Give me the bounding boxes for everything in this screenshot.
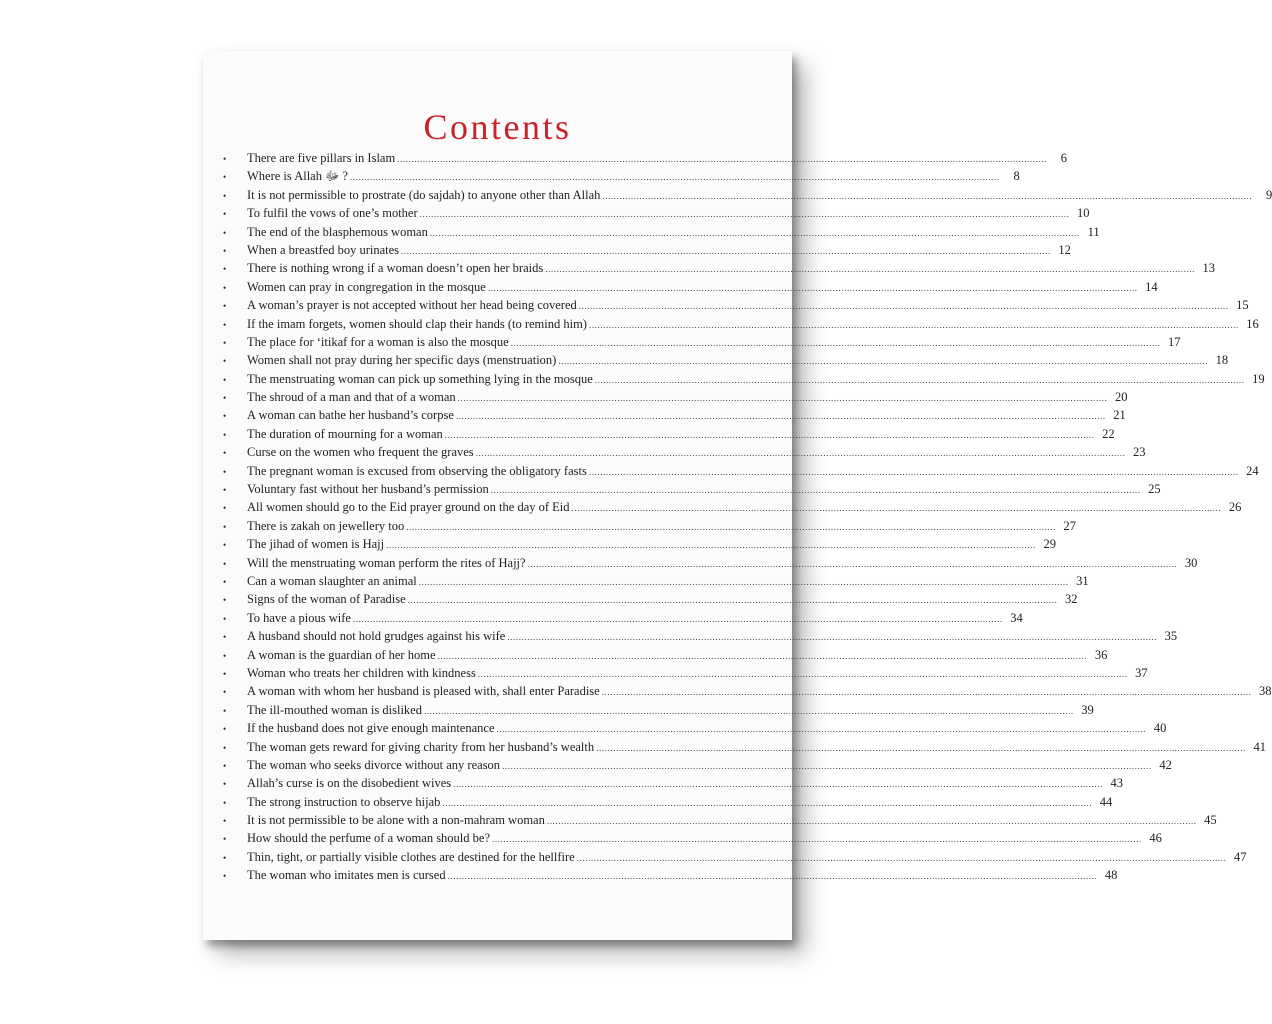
toc-entry [223, 756, 1172, 774]
dot-leader [528, 555, 1178, 573]
toc-entry-title: There are five pillars in Islam [247, 151, 396, 165]
dot-leader [442, 794, 1092, 812]
dot-leader [488, 279, 1138, 297]
dot-leader [558, 352, 1208, 370]
dot-leader [353, 610, 1003, 628]
toc-entry-title: Can a woman slaughter an animal [247, 573, 417, 588]
toc-entry-page-number: 19 [1252, 371, 1265, 386]
bullet-icon: • [223, 282, 227, 293]
toc-entry-title: A husband should not hold grudges against his wife [247, 629, 506, 644]
toc-entry-page-number: 11 [1087, 224, 1100, 239]
bullet-icon: • [223, 834, 227, 845]
bullet-icon: • [223, 576, 227, 587]
toc-entry [223, 829, 1162, 847]
toc-entry [223, 664, 1148, 682]
toc-entry [223, 738, 1266, 756]
toc-entry [223, 590, 1078, 608]
bullet-icon: • [223, 521, 227, 532]
toc-entry [223, 406, 1126, 424]
dot-leader [579, 297, 1229, 315]
toc-entry-page-number: 35 [1164, 629, 1178, 644]
toc-entry [223, 517, 1077, 535]
toc-entry-title: The duration of mourning for a woman [247, 426, 443, 441]
toc-entry [223, 241, 1071, 259]
bullet-icon: • [223, 319, 227, 330]
bullet-icon: • [223, 301, 227, 312]
toc-entry-page-number: 25 [1148, 482, 1161, 497]
toc-entry-title: The jihad of women is Hajj [247, 537, 385, 552]
toc-entry [223, 498, 1242, 516]
toc-entry [223, 186, 1272, 204]
toc-entry-page-number: 31 [1076, 573, 1089, 588]
bullet-icon: • [223, 209, 227, 220]
toc-entry-page-number: 40 [1153, 721, 1167, 736]
toc-entry-page-number: 20 [1114, 390, 1128, 405]
toc-entry-title: The place for ‘itikaf for a woman is also the mosque [247, 334, 509, 349]
dot-leader [602, 683, 1252, 701]
table-of-contents [223, 149, 1272, 885]
dot-leader [456, 407, 1106, 425]
bullet-icon: • [223, 264, 227, 275]
toc-entry-title: A woman is the guardian of her home [247, 647, 436, 662]
toc-entry [223, 609, 1023, 627]
toc-entry-page-number: 27 [1063, 518, 1077, 533]
bullet-icon: • [223, 595, 227, 606]
toc-entry-title: When a breastfed boy urinates [247, 242, 400, 257]
toc-entry [223, 866, 1118, 884]
toc-entry-title: If the husband does not give enough maintenance [247, 721, 495, 736]
dot-leader [572, 499, 1222, 517]
toc-entry [223, 774, 1123, 792]
toc-entry-page-number: 14 [1145, 279, 1158, 294]
toc-entry [223, 370, 1265, 388]
dot-leader [438, 647, 1088, 665]
toc-entry-page-number: 42 [1159, 757, 1172, 772]
dot-leader [511, 334, 1161, 352]
toc-entry-title: There is zakah on jewellery too [247, 518, 405, 533]
toc-entry-title: It is not permissible to prostrate (do sajdah) to anyone other than Allah [247, 187, 601, 202]
toc-entry-page-number: 17 [1168, 334, 1181, 349]
dot-leader [430, 224, 1080, 242]
bullet-icon: • [223, 374, 227, 385]
bullet-icon: • [223, 448, 227, 459]
dot-leader [595, 371, 1245, 389]
dot-leader [397, 150, 1047, 168]
toc-entry [223, 388, 1128, 406]
toc-entry-title: A woman’s prayer is not accepted without her head being covered [247, 298, 577, 313]
toc-entry [223, 811, 1217, 829]
dot-leader [448, 867, 1098, 885]
toc-entry [223, 701, 1094, 719]
bullet-icon: • [223, 337, 227, 348]
bullet-icon: • [223, 466, 227, 477]
bullet-icon: • [223, 779, 227, 790]
dot-leader [408, 591, 1058, 609]
toc-entry-page-number: 47 [1234, 849, 1247, 864]
toc-entry-page-number: 44 [1099, 794, 1113, 809]
dot-leader [596, 739, 1246, 757]
dot-leader [424, 702, 1074, 720]
toc-entry-page-number: 8 [1013, 169, 1020, 184]
toc-entry-page-number: 48 [1104, 868, 1118, 883]
toc-entry-title: The woman who imitates men is cursed [247, 868, 446, 883]
toc-entry-page-number: 23 [1133, 445, 1146, 460]
toc-entry-page-number: 39 [1081, 702, 1094, 717]
toc-entry-page-number: 6 [1060, 151, 1068, 165]
bullet-icon: • [223, 668, 227, 679]
dot-leader [491, 481, 1141, 499]
toc-entry-page-number: 9 [1265, 187, 1272, 202]
dot-leader [401, 242, 1051, 260]
toc-entry-page-number: 36 [1094, 647, 1108, 662]
bullet-icon: • [223, 356, 227, 367]
bullet-icon: • [223, 687, 227, 698]
toc-entry [223, 204, 1090, 222]
bullet-icon: • [223, 816, 227, 827]
bullet-icon: • [223, 172, 227, 183]
toc-entry [223, 646, 1108, 664]
bullet-icon: • [223, 411, 227, 422]
toc-entry-title: Women shall not pray during her specific days (menstruation) [247, 353, 557, 368]
bullet-icon: • [223, 190, 227, 201]
toc-entry-title: There is nothing wrong if a woman doesn’t open her braids [247, 261, 544, 276]
toc-entry [223, 443, 1146, 461]
toc-entry [223, 572, 1089, 590]
toc-entry-title: It is not permissible to be alone with a non-mahram woman [247, 813, 545, 828]
bullet-icon: • [223, 724, 227, 735]
dot-leader [589, 463, 1239, 481]
toc-entry-title: The strong instruction to observe hijab [247, 794, 441, 809]
toc-entry-title: To have a pious wife [247, 610, 351, 625]
bullet-icon: • [223, 871, 227, 882]
toc-entry [223, 315, 1259, 333]
dot-leader [497, 720, 1147, 738]
toc-entry-page-number: 16 [1246, 316, 1259, 331]
toc-entry [223, 278, 1158, 296]
dot-leader [419, 573, 1069, 591]
toc-entry-title: Will the menstruating woman perform the rites of Hajj? [247, 555, 526, 570]
toc-entry-title: Curse on the women who frequent the graves [247, 445, 474, 460]
toc-entry [223, 848, 1247, 866]
toc-entry-page-number: 26 [1228, 500, 1242, 515]
dot-leader [577, 849, 1227, 867]
bullet-icon: • [223, 650, 227, 661]
toc-entry-title: A woman can bathe her husband’s corpse [247, 408, 454, 423]
toc-entry-title: A woman with whom her husband is pleased with, shall enter Paradise [247, 684, 600, 699]
toc-entry-page-number: 38 [1259, 684, 1272, 699]
bullet-icon: • [223, 227, 227, 238]
dot-leader [476, 444, 1126, 462]
dot-leader [406, 518, 1056, 536]
dot-leader [350, 168, 1000, 186]
bullet-icon: • [223, 852, 227, 863]
dot-leader [386, 536, 1036, 554]
toc-entry-page-number: 29 [1043, 537, 1056, 552]
toc-entry-title: The shroud of a man and that of a woman [247, 390, 456, 405]
bullet-icon: • [223, 797, 227, 808]
toc-entry [223, 351, 1229, 369]
bullet-icon: • [223, 540, 227, 551]
dot-leader [507, 628, 1157, 646]
bullet-icon: • [223, 613, 227, 624]
bullet-icon: • [223, 154, 227, 164]
toc-entry [223, 296, 1249, 314]
toc-entry-page-number: 41 [1253, 739, 1266, 754]
toc-entry-title: Allah’s curse is on the disobedient wives [247, 776, 452, 791]
toc-entry-page-number: 12 [1058, 242, 1071, 257]
dot-leader [492, 830, 1142, 848]
toc-entry-page-number: 13 [1202, 261, 1216, 276]
dot-leader [602, 187, 1252, 205]
toc-entry-title: The woman who seeks divorce without any reason [247, 757, 501, 772]
dot-leader [545, 260, 1195, 278]
toc-entry-page-number: 43 [1110, 776, 1123, 791]
toc-entry-page-number: 45 [1204, 813, 1217, 828]
toc-entry-title: Signs of the woman of Paradise [247, 592, 406, 607]
contents-heading: Contents [423, 107, 572, 147]
toc-entry-title: Woman who treats her children with kindness [247, 665, 476, 680]
toc-entry-title: The end of the blasphemous woman [247, 224, 428, 239]
toc-entry-page-number: 10 [1076, 206, 1090, 221]
dot-leader [453, 775, 1103, 793]
bullet-icon: • [223, 429, 227, 440]
dot-leader [589, 316, 1239, 334]
dot-leader [445, 426, 1095, 444]
toc-entry [223, 149, 1068, 167]
toc-entry [223, 682, 1272, 700]
toc-entry [223, 167, 1020, 185]
toc-entry [223, 719, 1167, 737]
toc-entry-page-number: 18 [1215, 353, 1229, 368]
toc-entry-page-number: 30 [1184, 555, 1198, 570]
toc-entry-page-number: 46 [1149, 831, 1162, 846]
bullet-icon: • [223, 485, 227, 496]
toc-entry [223, 535, 1056, 553]
toc-entry [223, 333, 1181, 351]
toc-entry-title: The pregnant woman is excused from observing the obligatory fasts [247, 463, 587, 478]
toc-entry [223, 259, 1216, 277]
bullet-icon: • [223, 632, 227, 643]
dot-leader [420, 205, 1070, 223]
toc-entry [223, 480, 1161, 498]
toc-entry-page-number: 24 [1246, 463, 1259, 478]
toc-entry-title: Women can pray in congregation in the mosque [247, 279, 486, 294]
dot-leader [478, 665, 1128, 683]
bullet-icon: • [223, 760, 227, 771]
toc-entry-title: The ill-mouthed woman is disliked [247, 702, 422, 717]
bullet-icon: • [223, 558, 227, 569]
bullet-icon: • [223, 503, 227, 514]
toc-entry-title: Voluntary fast without her husband’s permission [247, 482, 489, 497]
toc-entry-page-number: 32 [1064, 592, 1078, 607]
toc-entry-title: How should the perfume of a woman should be? [247, 831, 490, 846]
dot-leader [547, 812, 1197, 830]
toc-entry-page-number: 34 [1010, 610, 1023, 625]
bullet-icon: • [223, 705, 227, 716]
toc-entry [223, 425, 1115, 443]
bullet-icon: • [223, 245, 227, 256]
toc-entry-page-number: 37 [1135, 665, 1148, 680]
bullet-icon: • [223, 742, 227, 753]
toc-entry-page-number: 15 [1236, 298, 1249, 313]
toc-entry [223, 223, 1100, 241]
toc-entry-title: All women should go to the Eid prayer ground on the day of Eid [247, 500, 570, 515]
dot-leader [502, 757, 1152, 775]
toc-entry-title: Thin, tight, or partially visible clothes are destined for the hellfire [247, 849, 575, 864]
toc-entry-title: The woman gets reward for giving charity from her husband’s wealth [247, 739, 595, 754]
book-page [203, 51, 1272, 940]
toc-entry [223, 554, 1198, 572]
toc-entry-title: Where is Allah ﷻ ? [247, 169, 348, 184]
toc-entry [223, 627, 1178, 645]
toc-entry [223, 793, 1113, 811]
toc-entry-title: The menstruating woman can pick up something lying in the mosque [247, 371, 593, 386]
toc-entry [223, 462, 1259, 480]
toc-entry-page-number: 21 [1113, 408, 1126, 423]
toc-entry-page-number: 22 [1102, 426, 1115, 441]
dot-leader [458, 389, 1108, 407]
toc-entry-title: To fulfil the vows of one’s mother [247, 206, 418, 221]
toc-entry-title: If the imam forgets, women should clap their hands (to remind him) [247, 316, 587, 331]
bullet-icon: • [223, 393, 227, 404]
